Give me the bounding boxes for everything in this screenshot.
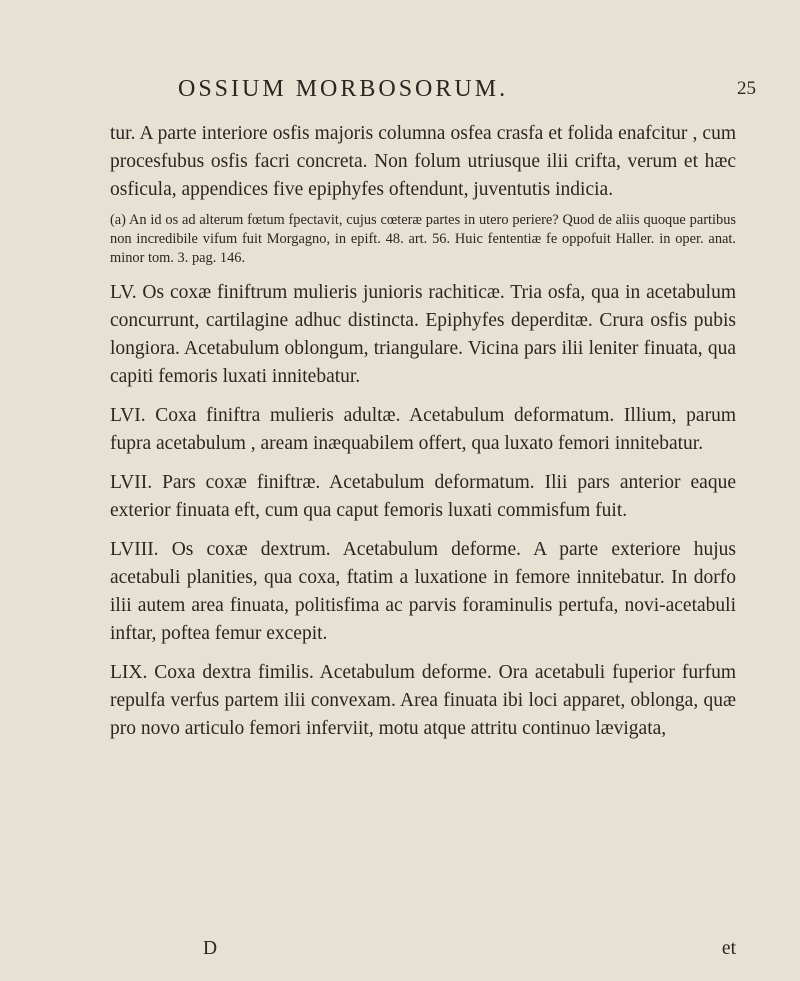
footnote-a: (a) An id os ad alterum fœtum fpectavit, cujus cœteræ partes in utero periere? Quod de aliis quoque partibus non incredibile vifum fuit Morgagno, in epift. 48. art. 56. Huic fententiæ fe oppofuit Haller. in oper. anat. minor tom. 3. pag. 146. [110, 212, 736, 266]
page-number: 25 [737, 78, 756, 99]
page-footer [110, 938, 736, 964]
running-title: OSSIUM MORBOSORUM. [178, 76, 509, 102]
catchword: et [721, 938, 736, 959]
section-lviii: LVIII. Os coxæ dextrum. Acetabulum deforme. A parte exteriore hujus acetabuli planities, qua coxa, ftatim a luxatione in femore innitebatur. In dorfo ilii autem area finuata, politisfima ac parvis foraminulis pertufa, novi-acetabuli inftar, poftea femur excepit. [110, 539, 736, 644]
section-lvii: LVII. Pars coxæ finiftræ. Acetabulum deformatum. Ilii pars anterior eaque exterior finuata eft, cum qua caput femoris luxati commisfum fuit. [110, 472, 736, 521]
page-header [178, 76, 768, 106]
section-lv: LV. Os coxæ finiftrum mulieris junioris rachiticæ. Tria osfa, qua in acetabulum concurrunt, cartilagine adhuc distincta. Epiphyfes deperditæ. Crura osfis pubis longiora. Acetabulum oblongum, triangulare. Vicina pars ilii leniter finuata, qua capiti femoris luxati innitebatur. [110, 282, 736, 387]
page-body [110, 120, 736, 743]
section-lvi: LVI. Coxa finiftra mulieris adultæ. Acetabulum deformatum. Illium, parum fupra acetabulum , aream inæquabilem offert, qua luxato femori innitebatur. [110, 405, 736, 454]
paragraph-continuation: tur. A parte interiore osfis majoris columna osfea crasfa et folida enafcitur , cum procesfubus osfis facri concreta. Non folum utriusque ilii crifta, verum et hæc osficula, appendices five epiphyfes oftendunt, juventutis indicia. [110, 123, 736, 200]
section-lix: LIX. Coxa dextra fimilis. Acetabulum deforme. Ora acetabuli fuperior furfum repulfa verfus partem ilii convexam. Area finuata ibi loci apparet, oblonga, quæ pro novo articulo femori inferviit, motu atque attritu continuo lævigata, [110, 662, 736, 739]
signature-mark: D [203, 938, 218, 959]
